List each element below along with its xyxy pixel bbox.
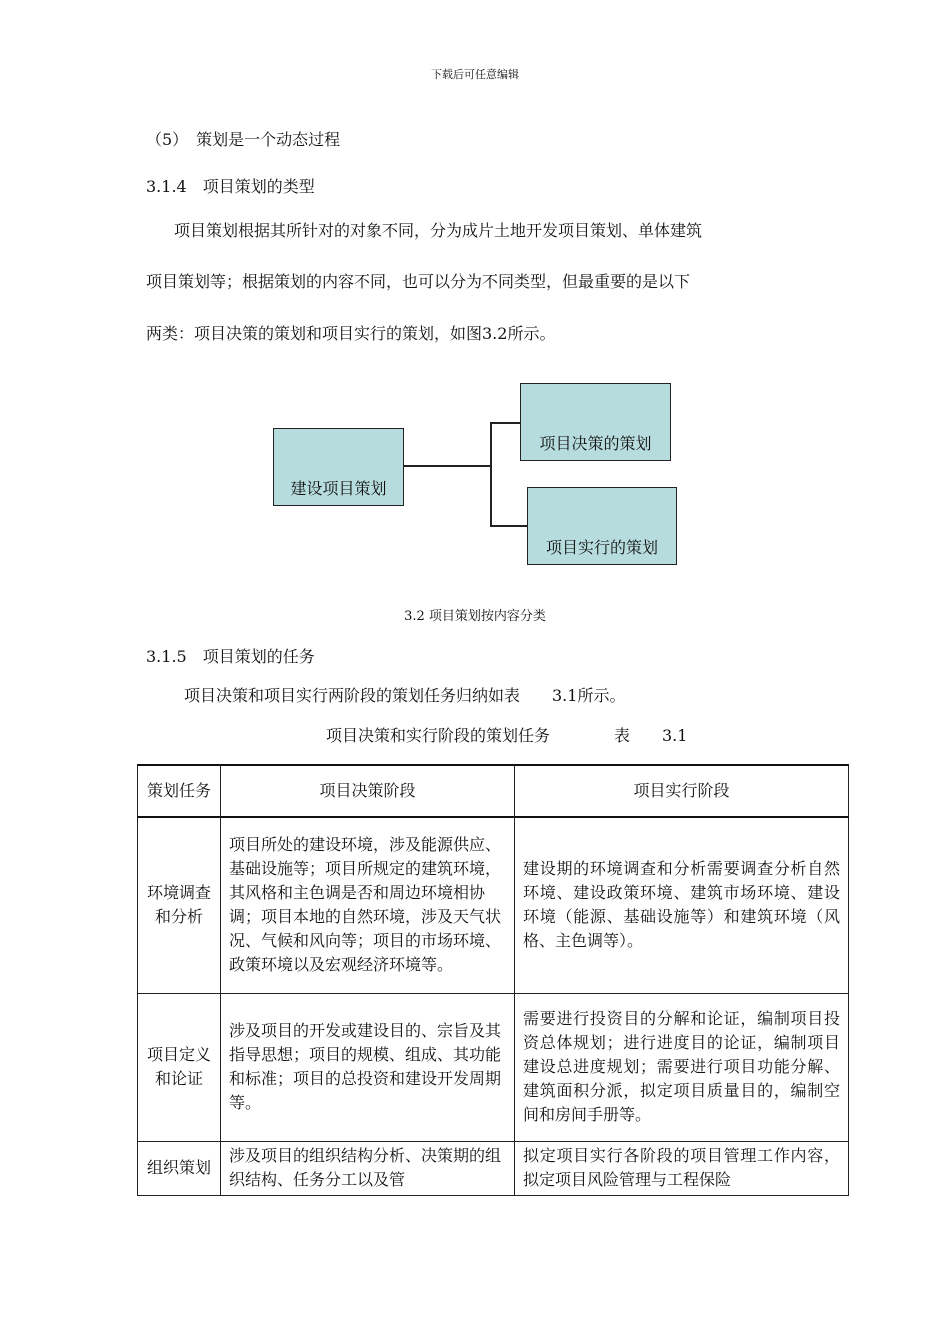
diagram-node-implementation [527, 487, 677, 565]
paragraph-line: 项目策划等；根据策划的内容不同，也可以分为不同类型，但最重要的是以下 [146, 272, 691, 291]
task-cell: 项目定义和论证 [138, 993, 221, 1141]
paragraph-line: 项目决策和项目实行两阶段的策划任务归纳如表 3.1所示。 [184, 686, 626, 705]
decision-cell: 项目所处的建设环境，涉及能源供应、基础设施等；项目所规定的建筑环境，其风格和主色调是否和周边环境相协调；项目本地的自然环境，涉及天气状况、气候和风向等；项目的市场环境、政策环境以及宏观经济环境等。 [221, 817, 515, 993]
column-header: 策划任务 [138, 765, 221, 817]
table-header-row [138, 765, 849, 817]
implementation-cell: 建设期的环境调查和分析需要调查分析自然环境、建设政策环境、建筑市场环境、建设环境（能源、基础设施等）和建筑环境（风格、主色调等）。 [515, 817, 849, 993]
decision-cell: 涉及项目的开发或建设目的、宗旨及其指导思想；项目的规模、组成、其功能和标准；项目的总投资和建设开发周期等。 [221, 993, 515, 1141]
connector-line [490, 525, 527, 527]
column-header: 项目实行阶段 [515, 765, 849, 817]
connector-line [490, 422, 520, 424]
implementation-cell: 需要进行投资目的分解和论证，编制项目投资总体规划；进行进度目的论证，编制项目建设总进度规划；需要进行项目功能分解、建筑面积分派，拟定项目质量目的，编制空间和房间手册等。 [515, 993, 849, 1141]
connector-line [404, 465, 490, 467]
task-cell: 环境调查和分析 [138, 817, 221, 993]
list-item-5: （5） 策划是一个动态过程 [146, 130, 341, 149]
column-header: 项目决策阶段 [221, 765, 515, 817]
diagram-node-label: 项目实行的策划 [545, 538, 658, 557]
table-row [138, 817, 849, 993]
table-row [138, 1141, 849, 1195]
diagram-node-label: 建设项目策划 [290, 479, 387, 498]
diagram-node-label: 项目决策的策划 [539, 434, 652, 453]
section-heading-3-1-5: 3.1.5 项目策划的任务 [146, 647, 315, 666]
paragraph-line: 项目策划根据其所针对的对象不同，分为成片土地开发项目策划、单体建筑 [174, 221, 703, 240]
connector-line [490, 422, 492, 526]
section-heading-3-1-4: 3.1.4 项目策划的类型 [146, 177, 315, 196]
task-cell: 组织策划 [138, 1141, 221, 1195]
implementation-cell: 拟定项目实行各阶段的项目管理工作内容，拟定项目风险管理与工程保险 [515, 1141, 849, 1195]
diagram-node-root [273, 428, 404, 506]
page-header: 下载后可任意编辑 [431, 68, 519, 81]
table-title: 项目决策和实行阶段的策划任务 表 3.1 [326, 726, 688, 745]
decision-cell: 涉及项目的组织结构分析、决策期的组织结构、任务分工以及管 [221, 1141, 515, 1195]
figure-caption: 3.2 项目策划按内容分类 [404, 609, 546, 624]
table-row [138, 993, 849, 1141]
paragraph-line: 两类：项目决策的策划和项目实行的策划，如图3.2所示。 [146, 324, 556, 343]
diagram-node-decision [520, 383, 671, 461]
planning-tasks-table [137, 764, 849, 1196]
